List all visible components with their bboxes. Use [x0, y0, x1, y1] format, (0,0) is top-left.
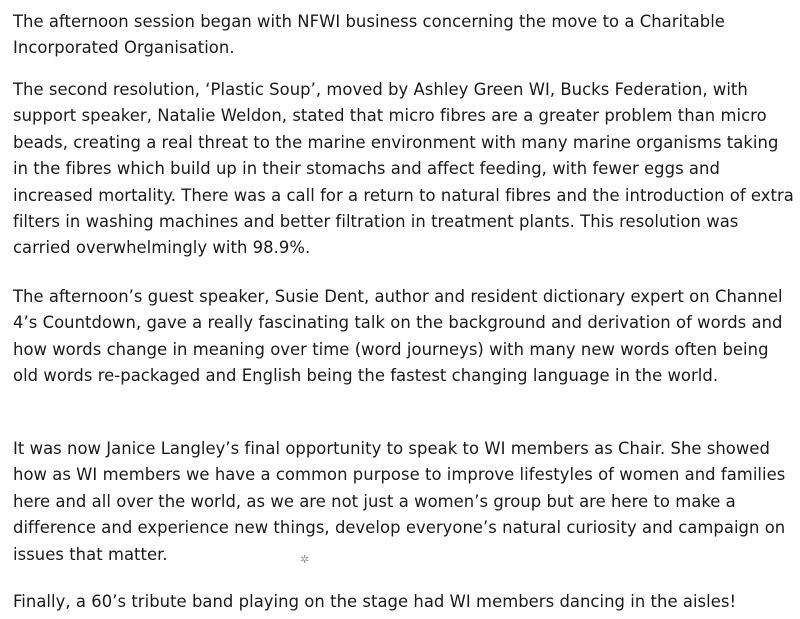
paragraph-chair-speech: It was now Janice Langley’s final opportunity to speak to WI members as Chair. She showed how as WI members we have a common purpose to improve lifestyles of women and families here and all over the world, as we are not just a women’s group but are here to make a difference and experience new things, develop everyone’s natural curiosity and campaign on issues that matter.: [13, 439, 786, 564]
paragraph-tribute-band: Finally, a 60’s tribute band playing on the stage had WI members dancing in the aisles!: [13, 592, 737, 611]
paragraph-nfwi-business: The afternoon session began with NFWI business concerning the move to a Charitable Incorporated Organisation.: [13, 12, 725, 58]
paragraph-guest-speaker: The afternoon’s guest speaker, Susie Dent, author and resident dictionary expert on Channel 4’s Countdown, gave a really fascinating talk on the background and derivation of words and how words change in meaning over time (word journeys) with many new words often being old words re-packaged and English being the fastest changing language in the world.: [13, 287, 783, 386]
paragraph-plastic-soup-resolution: The second resolution, ‘Plastic Soup’, moved by Ashley Green WI, Bucks Federation, with support speaker, Natalie Weldon, stated that micro fibres are a greater problem than micro beads, creating a real threat to the marine environment with many marine organisms taking in the fibres which build up in their stomachs and affect feeding, with fewer eggs and increased mortality. There was a call for a return to natural fibres and the introduction of extra filters in washing machines and better filtration in treatment plants. This resolution was carried overwhelmingly with 98.9%.: [13, 80, 794, 258]
scan-speck-mark: ✲: [300, 553, 310, 566]
